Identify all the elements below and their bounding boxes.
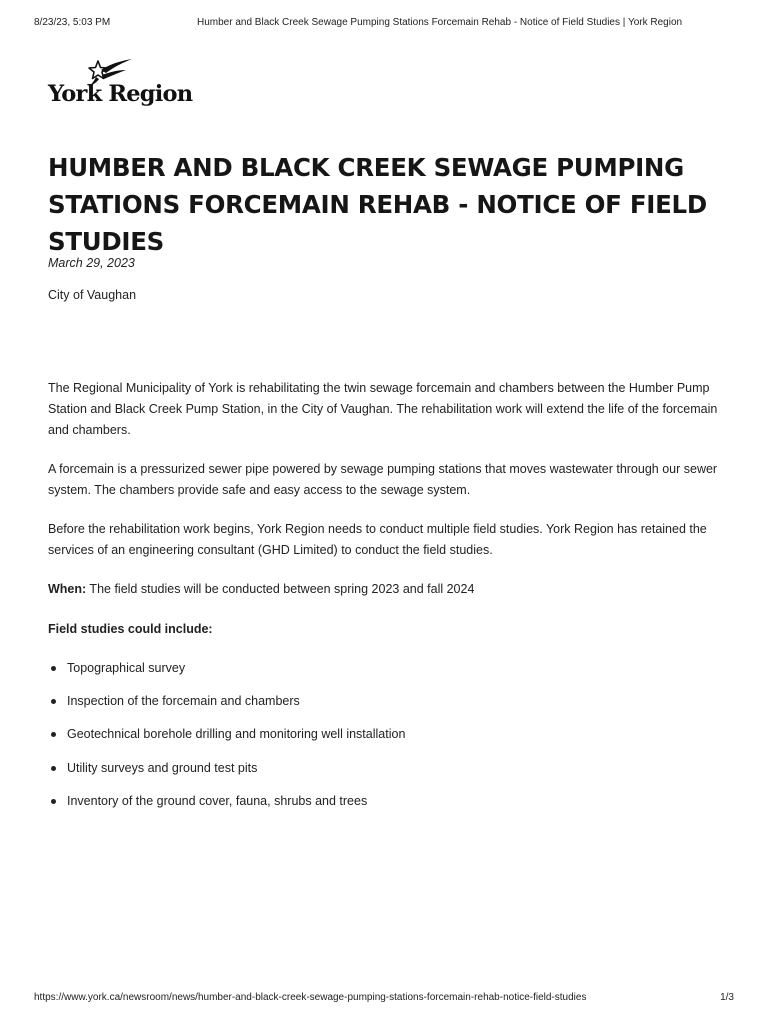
paragraph-forcemain: A forcemain is a pressurized sewer pipe powered by sewage pumping stations that moves wastewater through our sewer system. The chambers provide safe and easy access to the sewage system. (48, 461, 718, 497)
page-url: https://www.york.ca/newsroom/news/humber-and-black-creek-sewage-pumping-stations-forcemain-rehab-notice-field-studies (34, 992, 587, 1003)
when-label: When: (48, 582, 87, 597)
studies-heading-text: Field studies could include: (48, 621, 213, 636)
paragraph-intro: The Regional Municipality of York is rehabilitating the twin sewage forcemain and chambers between the Humber Pump Station and Black Creek Pump Station, in the City of Vaughan. The rehabilitation work will extend the life of the forcemain and chambers. (48, 381, 718, 437)
page-number: 1/3 (720, 992, 734, 1003)
york-region-logo[interactable] (48, 56, 193, 114)
when-paragraph (48, 579, 728, 600)
studies-heading (48, 619, 728, 640)
list-item: Topographical survey (48, 658, 728, 679)
print-page-title: Humber and Black Creek Sewage Pumping Stations Forcemain Rehab - Notice of Field Studies | York Region (197, 17, 683, 28)
when-text: The field studies will be conducted between spring 2023 and fall 2024 (86, 582, 475, 597)
list-item: Geotechnical borehole drilling and monitoring well installation (48, 724, 728, 745)
logo-wordmark: York Region (48, 81, 193, 107)
paragraph-field-studies: Before the rehabilitation work begins, York Region needs to conduct multiple field studies. York Region has retained the services of an engineering consultant (GHD Limited) to conduct the field studies. (48, 521, 707, 557)
list-item: Inventory of the ground cover, fauna, shrubs and trees (48, 791, 728, 812)
article-body (48, 378, 728, 825)
publish-date: March 29, 2023 (48, 256, 135, 270)
page-title: HUMBER AND BLACK CREEK SEWAGE PUMPING STATIONS FORCEMAIN REHAB - NOTICE OF FIELD STUDIES (48, 153, 707, 256)
list-item: Utility surveys and ground test pits (48, 758, 728, 779)
print-footer (34, 992, 734, 1006)
print-header (34, 17, 734, 31)
print-datetime: 8/23/23, 5:03 PM (34, 17, 111, 28)
location-label: City of Vaughan (48, 288, 137, 302)
studies-list (48, 658, 728, 812)
list-item: Inspection of the forcemain and chambers (48, 691, 728, 712)
